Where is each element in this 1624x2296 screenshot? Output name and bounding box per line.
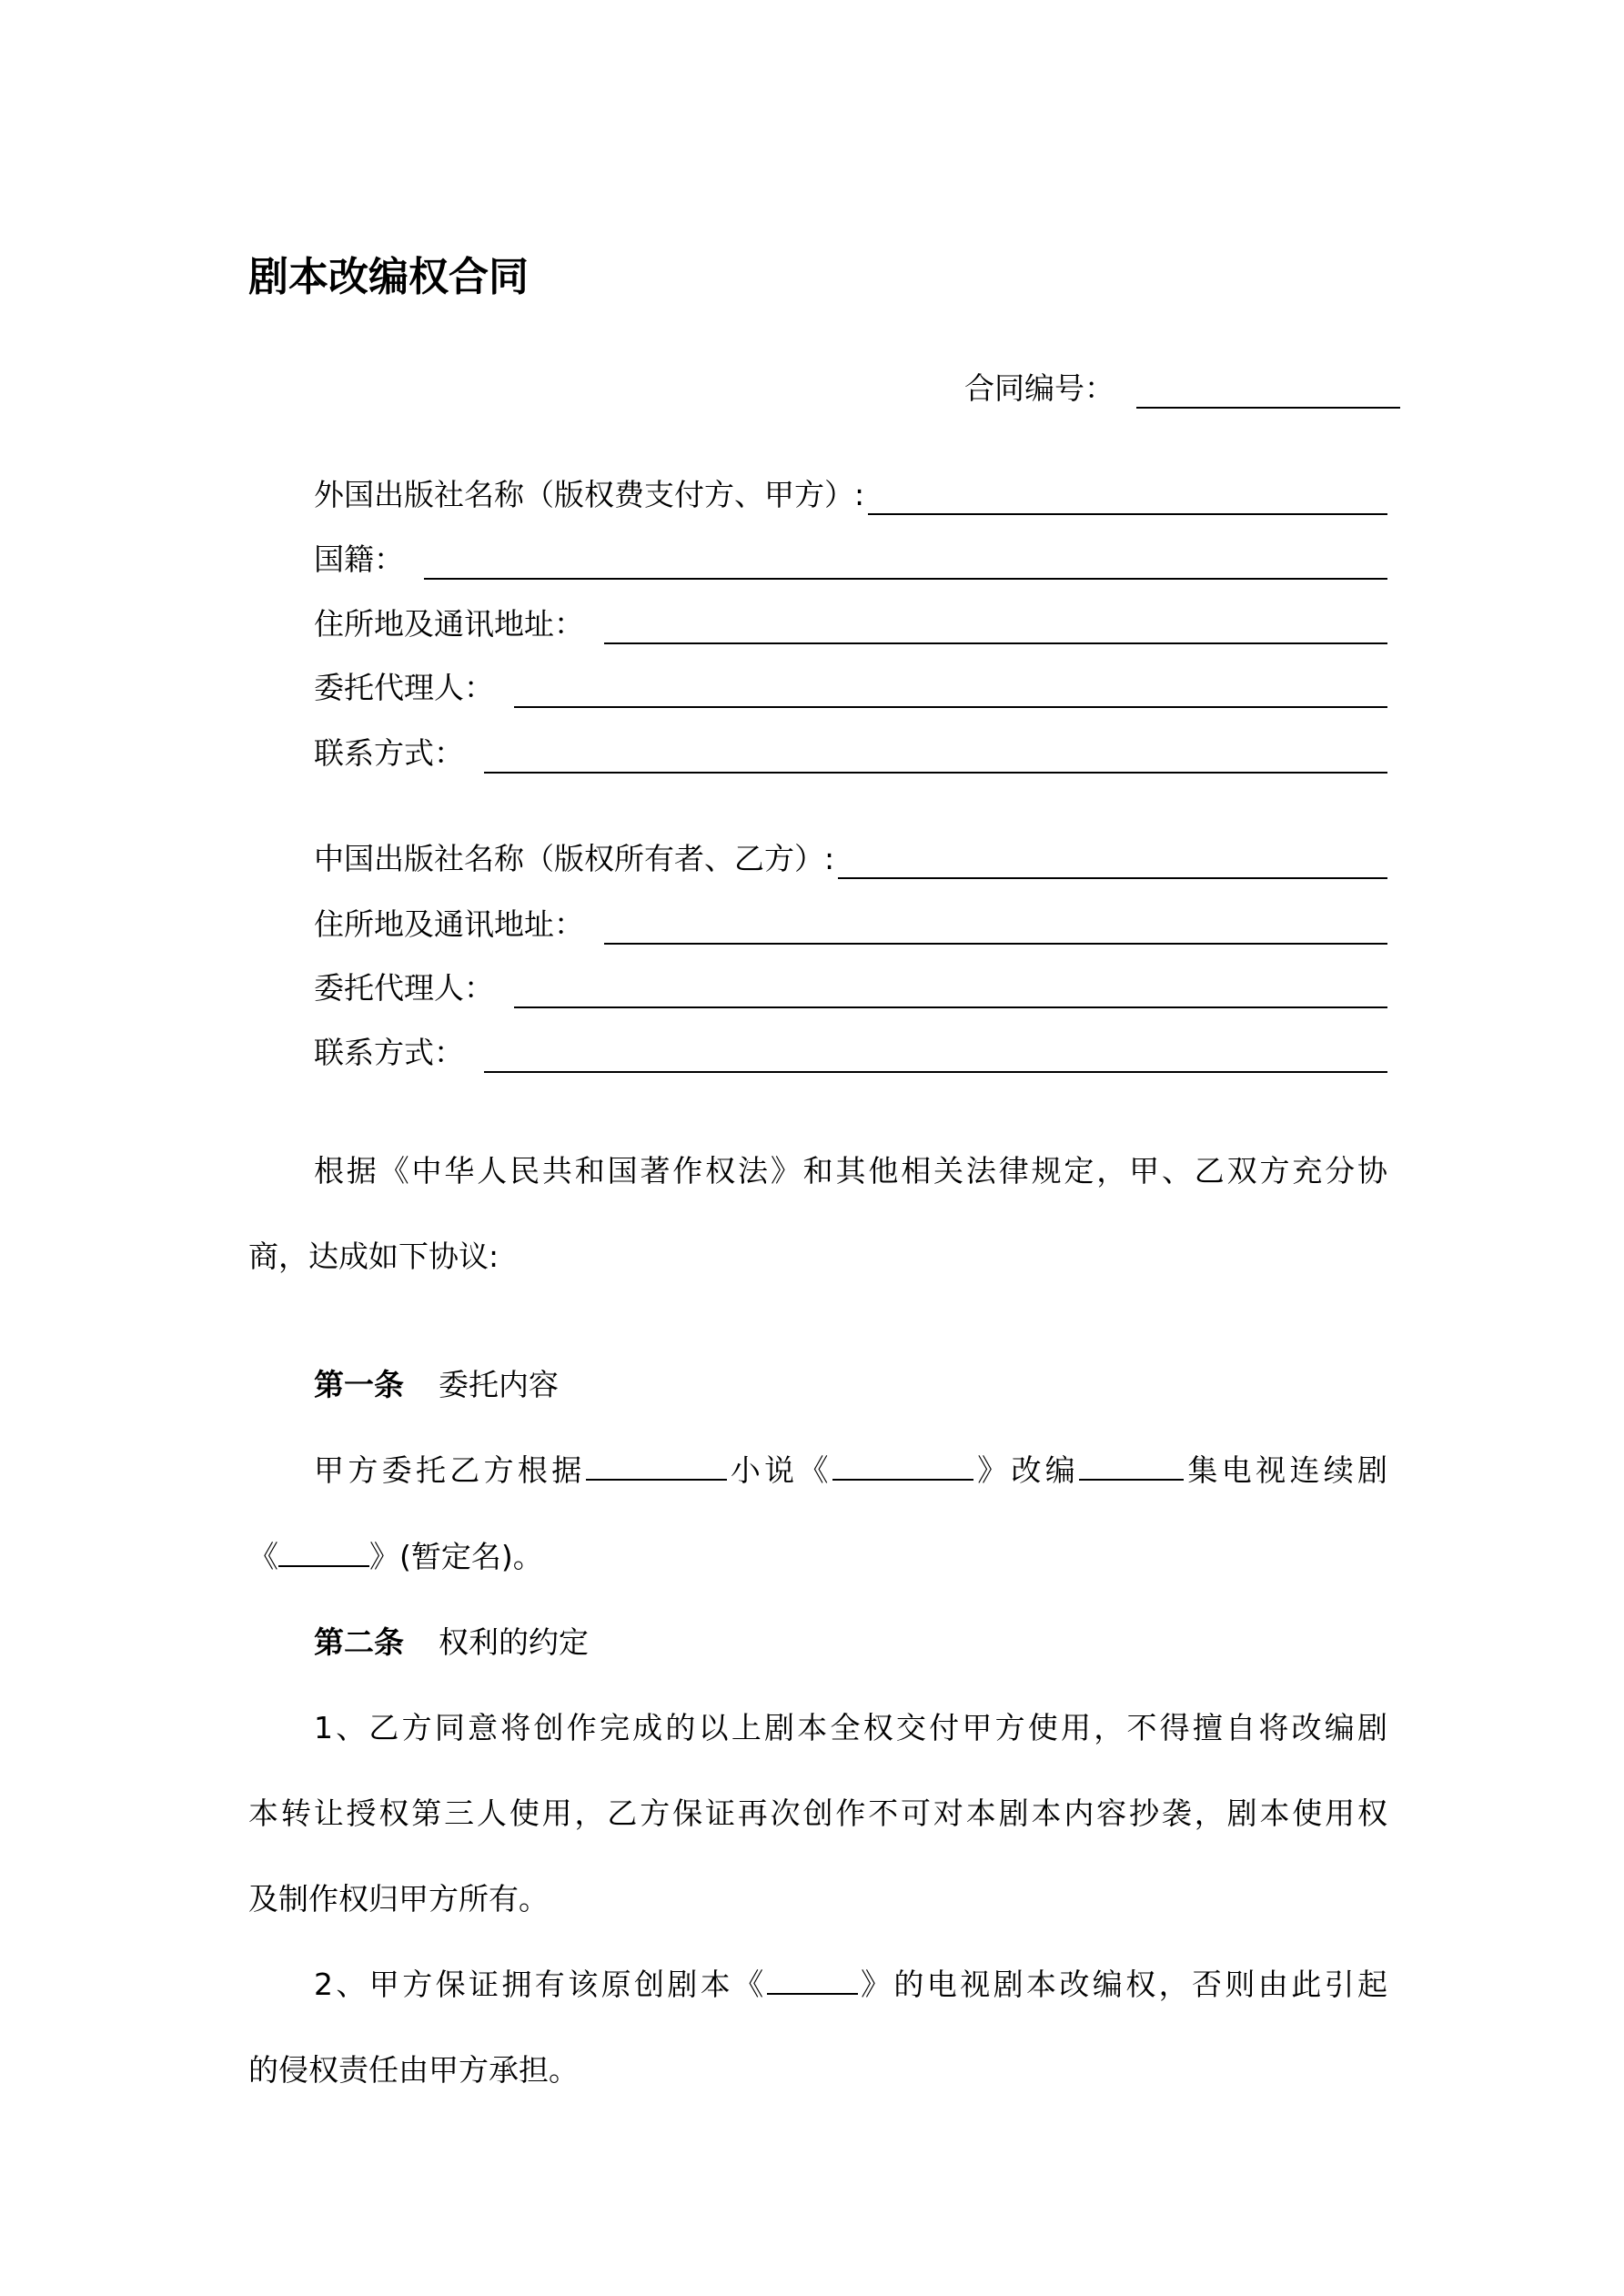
party-a-address-field bbox=[314, 604, 1387, 644]
article-2-item-2-line bbox=[314, 1965, 1387, 2005]
blank-line bbox=[838, 850, 1387, 879]
blank-line bbox=[514, 679, 1387, 708]
blank-line bbox=[514, 979, 1387, 1008]
article-2-item-1-line: 1、乙方同意将创作完成的以上剧本全权交付甲方使用，不得擅自将改编剧 bbox=[314, 1710, 1387, 1745]
party-a-nationality-field bbox=[314, 540, 1387, 580]
party-a-address-label: 住所地及通讯地址： bbox=[314, 606, 584, 642]
article-1-paragraph bbox=[248, 1537, 1387, 1577]
article-heading: 权利的约定 bbox=[439, 1624, 589, 1660]
blank-line bbox=[604, 915, 1387, 945]
article-heading: 委托内容 bbox=[439, 1367, 559, 1402]
party-b-address-field bbox=[314, 905, 1387, 945]
blank-line bbox=[484, 1044, 1387, 1073]
contract-number-label: 合同编号： bbox=[964, 370, 1115, 406]
text: 甲方委托乙方根据 bbox=[314, 1452, 586, 1488]
text: 集电视连续剧 bbox=[1184, 1452, 1388, 1488]
party-a-name-field bbox=[314, 475, 1387, 515]
party-b-contact-label: 联系方式： bbox=[314, 1035, 464, 1070]
party-a-name-label: 外国出版社名称（版权费支付方、甲方）: bbox=[314, 477, 865, 512]
party-a-nationality-label: 国籍： bbox=[314, 541, 404, 577]
contract-number-field bbox=[964, 369, 1400, 409]
article-2-item-2-line: 的侵权责任由甲方承担。 bbox=[248, 2052, 579, 2088]
blank-line bbox=[1079, 1451, 1184, 1481]
document-title: 剧本改编权合同 bbox=[248, 254, 529, 300]
party-b-name-field bbox=[314, 839, 1387, 879]
text: 小说《 bbox=[726, 1452, 832, 1488]
party-b-address-label: 住所地及通讯地址： bbox=[314, 906, 584, 942]
blank-line bbox=[868, 486, 1387, 515]
article-number: 第一条 bbox=[314, 1367, 404, 1402]
article-1-paragraph bbox=[314, 1451, 1387, 1491]
blank-line bbox=[424, 551, 1387, 580]
party-b-agent-label: 委托代理人： bbox=[314, 970, 494, 1006]
article-number: 第二条 bbox=[314, 1624, 404, 1660]
preamble-line: 根据《中华人民共和国著作权法》和其他相关法律规定，甲、乙双方充分协 bbox=[314, 1153, 1387, 1188]
party-a-agent-label: 委托代理人： bbox=[314, 670, 494, 705]
party-a-agent-field bbox=[314, 668, 1387, 708]
blank-line bbox=[604, 615, 1387, 644]
blank-line bbox=[767, 1966, 858, 1995]
contract-number-blank bbox=[1136, 379, 1400, 409]
article-2-heading bbox=[314, 1623, 1387, 1663]
party-b-name-label: 中国出版社名称（版权所有者、乙方）: bbox=[314, 841, 835, 876]
blank-line bbox=[484, 744, 1387, 774]
party-a-contact-field bbox=[314, 733, 1387, 774]
article-2-item-1-line: 及制作权归甲方所有。 bbox=[248, 1881, 549, 1917]
blank-line bbox=[832, 1451, 973, 1481]
article-2-item-1-line: 本转让授权第三人使用，乙方保证再次创作不可对本剧本内容抄袭，剧本使用权 bbox=[248, 1795, 1387, 1831]
preamble-line: 商，达成如下协议: bbox=[248, 1239, 499, 1274]
text: 2、甲方保证拥有该原创剧本《 bbox=[314, 1967, 767, 2002]
blank-line bbox=[586, 1451, 727, 1481]
text: 《 bbox=[248, 1539, 278, 1574]
text: 》改编 bbox=[973, 1452, 1080, 1488]
party-b-agent-field bbox=[314, 968, 1387, 1008]
text: 》(暂定名)。 bbox=[369, 1539, 543, 1574]
article-1-heading bbox=[314, 1365, 1387, 1405]
text: 》的电视剧本改编权，否则由此引起 bbox=[857, 1967, 1388, 2002]
party-b-contact-field bbox=[314, 1033, 1387, 1073]
party-a-contact-label: 联系方式： bbox=[314, 735, 464, 771]
blank-line bbox=[278, 1538, 369, 1567]
